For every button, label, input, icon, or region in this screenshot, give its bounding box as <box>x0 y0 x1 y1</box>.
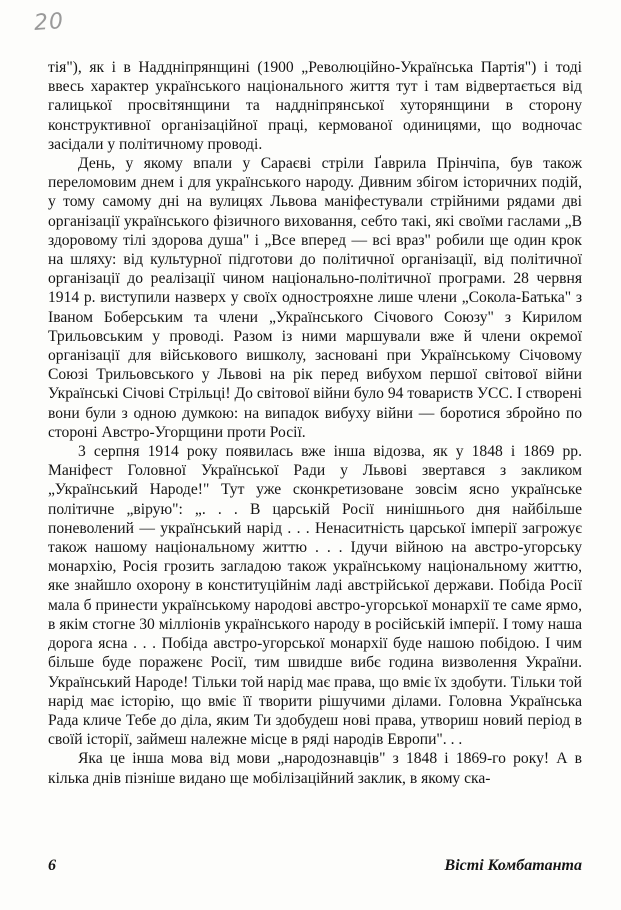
article-body <box>48 58 582 788</box>
page-footer <box>48 857 582 879</box>
paragraph-2: День, у якому впали у Сараєві стріли Ґаврила Прінчіпа, був також переломовим днем і для українського народу. Дивним збігом історичних подій, у тому самому дні на вулицях Львова маніфестували стрійними рядами дві організації українського фізичного виховання, себто такі, які своїми гаслами „В здоровому тілі здорова душа" і „Все вперед — всі враз" робили ще один крок на шляху: від культурної підготови до політичної організації, від політичної організації до реалізації чином національно-політичної програми. 28 червня 1914 р. виступили назверх у своїх однострояхне лише члени „Сокола-Батька" з Іваном Боберським та члени „Українського Січового Союзу" з Кирилом Трильовським у проводі. Разом із ними маршували вже й члени окремої організації для військового вишколу, засновані при Українському Січовому Союзі Трильовського у Львові на рік перед вибухом першої світової війни Українські Січові Стрільці! До світової війни було 94 товариств УСС. І створені вони були з одною думкою: на випадок вибуху війни — боротися збройно по стороні Австро-Угорщини проти Росії. <box>48 155 582 441</box>
page-number: 6 <box>48 857 56 874</box>
paragraph-3: 3 серпня 1914 року появилась вже інша відозва, як у 1848 і 1869 рр. Маніфест Головної Української Ради у Львові звертався з закликом „Український Народе!" Тут уже сконкретизоване зовсім ясно українське політичне „вірую": „. . . В царській Росії нинішнього дня найбільше поневолений — український нарід . . . Ненаситність царської імперії загрожує також нашому національному життю . . . Ідучи війною на австро-угорську монархію, Росія грозить загладою також українському національному життю, яке знайшло охорону в конституційнім ладі австрійської держави. Побіда Росії мала б принести українському народові австро-угорської монархії те саме ярмо, в якім стогне 30 мілліонів українського народу в російській імперії. І тому наша дорога ясна . . . Побіда австро-угорської монархії буде нашою побідою. І чим більше буде пораженє Росії, тим швидше вибє година визволення України. Український Народе! Тільки той нарід має права, що вміє їх здобути. Тільки той нарід має історію, що вміє її творити рішучими ділами. Головна Українська Рада кличе Тебе до діла, яким Ти здобудеш нові права, утвориш новий період в своїй історії, займеш належне місце в ряді народів Европи". . . <box>48 443 582 749</box>
paragraph-4: Яка це інша мова від мови „народознавців" з 1848 і 1869-го року! А в кілька днів пізніше видано ще мобілізаційний заклик, в якому ска- <box>48 750 582 787</box>
handwritten-page-note: 20 <box>33 8 65 37</box>
paragraph-1: тія"), як і в Наддніпрянщині (1900 „Революційно-Українська Партія") і тоді ввесь характер українського національного життя тут і там відвертається від галицької просвітянщини та наддніпрянської хуторянщини в сторону конструктивної організаційної праці, кермованої одиницями, що водночас засідали у політичному проводі. <box>48 59 582 153</box>
publication-title: Вісті Комбатанта <box>444 857 582 874</box>
